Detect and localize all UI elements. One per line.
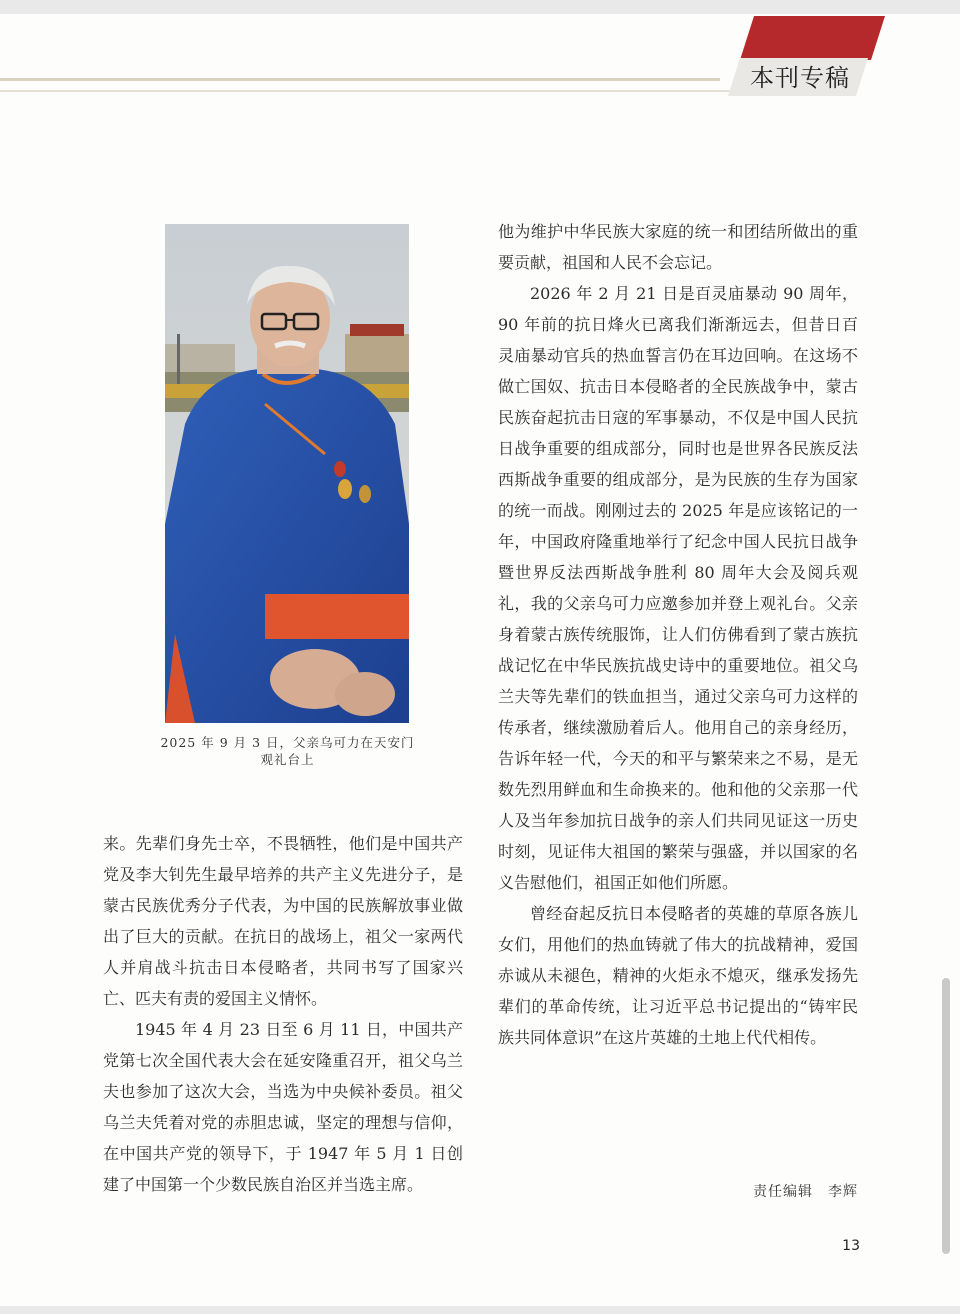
section-tab-accent bbox=[740, 16, 885, 60]
portrait-photo bbox=[165, 224, 409, 723]
paragraph: 他为维护中华民族大家庭的统一和团结所做出的重要贡献，祖国和人民不会忘记。 bbox=[498, 222, 858, 272]
header-rule bbox=[0, 78, 720, 81]
bottom-bar bbox=[0, 1306, 960, 1314]
left-column bbox=[103, 828, 463, 1200]
paragraph: 曾经奋起反抗日本侵略者的英雄的草原各族儿女们，用他们的热血铸就了伟大的抗战精神，爱国赤诚从未褪色，精神的火炬永不熄灭，继承发扬先辈们的革命传统，让习近平总书记提出的“铸牢民族共同体意识”在这片英雄的土地上代代相传。 bbox=[498, 904, 858, 1047]
header-rule-secondary bbox=[0, 90, 735, 92]
responsible-editor: 责任编辑 李辉 bbox=[753, 1184, 858, 1200]
scrollbar[interactable] bbox=[942, 978, 950, 1254]
page-number: 13 bbox=[842, 1238, 860, 1254]
section-label: 本刊专稿 bbox=[750, 64, 850, 92]
paragraph: 2026 年 2 月 21 日是百灵庙暴动 90 周年，90 年前的抗日烽火已离我们渐渐远去，但昔日百灵庙暴动官兵的热血誓言仍在耳边回响。在这场不做亡国奴、抗击日本侵略者的全民族战争中，蒙古民族奋起抗击日寇的军事暴动，不仅是中国人民抗日战争重要的组成部分，同时也是世界各民族反法西斯战争重要的组成部分，是为民族的生存为国家的统一而战。刚刚过去的 2025 年是应该铭记的一年，中国政府隆重地举行了纪念中国人民抗日战争暨世界反法西斯战争胜利 80 周年大会及阅兵观礼，我的父亲乌可力应邀参加并登上观礼台。父亲身着蒙古族传统服饰，让人们仿佛看到了蒙古族抗战记忆在中华民族抗战史诗中的重要地位。祖父乌兰夫等先辈们的铁血担当，通过父亲乌可力这样的传承者，继续激励着后人。他用自己的亲身经历，告诉年轻一代，今天的和平与繁荣来之不易，是无数先烈用鲜血和生命换来的。他和他的父亲那一代人及当年参加抗日战争的亲人们共同见证这一历史时刻，见证伟大祖国的繁荣与强盛，并以国家的名义告慰他们，祖国正如他们所愿。 bbox=[498, 284, 858, 892]
top-bar bbox=[0, 0, 960, 14]
paragraph: 来。先辈们身先士卒，不畏牺牲，他们是中国共产党及李大钊先生最早培养的共产主义先进分子，是蒙古民族优秀分子代表，为中国的民族解放事业做出了巨大的贡献。在抗日的战场上，祖父一家两代人并肩战斗抗击日本侵略者，共同书写了国家兴亡、匹夫有责的爱国主义情怀。 bbox=[103, 834, 463, 1008]
paragraph: 1945 年 4 月 23 日至 6 月 11 日，中国共产党第七次全国代表大会在延安隆重召开，祖父乌兰夫也参加了这次大会，当选为中央候补委员。祖父乌兰夫凭着对党的赤胆忠诚，坚定的理想与信仰，在中国共产党的领导下，于 1947 年 5 月 1 日创建了中国第一个少数民族自治区并当选主席。 bbox=[103, 1020, 463, 1194]
caption-line-2: 观礼台上 bbox=[260, 752, 315, 767]
right-column bbox=[498, 216, 858, 1053]
photo-caption bbox=[160, 734, 415, 768]
caption-line-1: 2025 年 9 月 3 日，父亲乌可力在天安门 bbox=[160, 735, 415, 750]
